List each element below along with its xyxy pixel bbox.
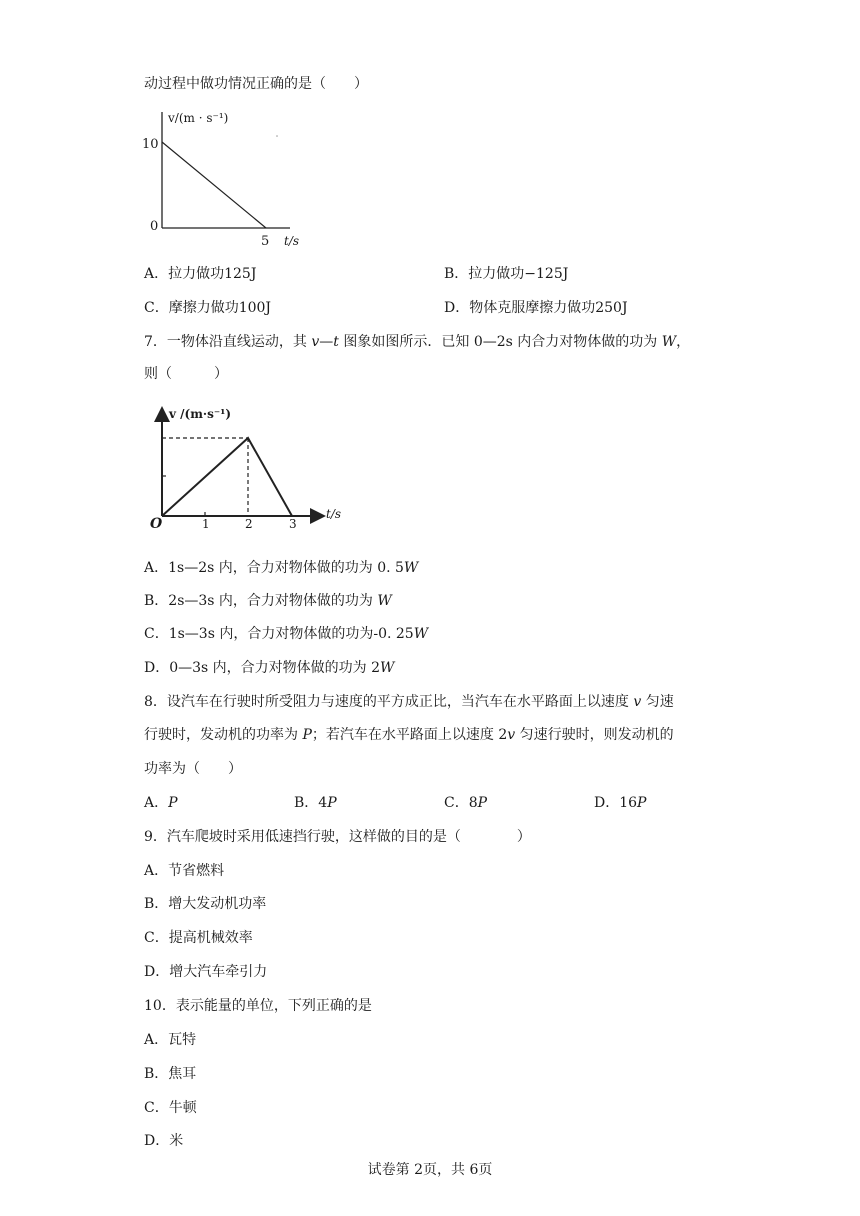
q10-option-b: B．焦耳	[144, 1066, 197, 1082]
q7-option-b: B．2s—3s 内，合力对物体做的功为 W	[144, 593, 392, 609]
q7-velocity-line	[162, 438, 292, 516]
q9-stem: 9．汽车爬坡时采用低速挡行驶，这样做的目的是（ ）	[144, 829, 531, 845]
q8-stem-line1: 8．设汽车在行驶时所受阻力与速度的平方成正比，当汽车在水平路面上以速度 v 匀速	[144, 694, 674, 710]
q7-vt-graph	[150, 404, 360, 534]
q9-option-b: B．增大发动机功率	[144, 896, 267, 912]
q7-origin: O	[150, 516, 163, 532]
q10-option-c: C．牛顿	[144, 1100, 197, 1116]
q7-option-c: C．1s—3s 内，合力对物体做的功为-0. 25W	[144, 626, 429, 642]
q7-option-d: D．0—3s 内，合力对物体做的功为 2W	[144, 660, 395, 676]
q8-stem-line3: 功率为（ ）	[144, 761, 242, 777]
q6-velocity-line	[162, 142, 266, 228]
q9-option-c: C．提高机械效率	[144, 930, 253, 946]
q6-vt-graph	[140, 104, 320, 252]
q6-x-tick-5: 5	[261, 234, 270, 249]
q8-option-c: C．8P	[444, 795, 488, 811]
q7-y-label: v /(m·s⁻¹)	[169, 407, 232, 421]
q7-x-tick-2: 2	[245, 517, 253, 531]
q6-x-label: t/s	[284, 234, 300, 248]
q7-x-tick-3: 3	[289, 517, 297, 531]
q10-option-a: A．瓦特	[144, 1032, 197, 1048]
q6-stem-tail: 动过程中做功情况正确的是（ ）	[144, 76, 368, 92]
q7-stem-line1: 7．一物体沿直线运动，其 v—t 图象如图所示．已知 0—2s 内合力对物体做的功为 W，	[144, 334, 691, 350]
q6-origin: 0	[150, 219, 159, 234]
q10-stem: 10．表示能量的单位，下列正确的是	[144, 998, 372, 1014]
page-footer: 试卷第 2页，共 6页	[367, 1162, 493, 1178]
q8-option-a: A．P	[144, 795, 178, 811]
q7-x-label: t/s	[326, 507, 342, 521]
q7-x-tick-1: 1	[202, 517, 210, 531]
q6-option-a: A．拉力做功125J	[144, 266, 257, 282]
q7-stem-line2: 则（ ）	[144, 366, 228, 382]
q6-option-c: C．摩擦力做功100J	[144, 300, 272, 316]
q10-option-d: D．米	[144, 1133, 184, 1149]
q9-option-d: D．增大汽车牵引力	[144, 964, 268, 980]
scan-speck	[276, 135, 278, 137]
q6-y-tick-10: 10	[142, 137, 159, 152]
q6-option-b: B．拉力做功−125J	[444, 266, 569, 282]
q6-y-label: v/(m · s⁻¹)	[168, 111, 229, 125]
q6-option-d: D．物体克服摩擦力做功250J	[444, 300, 628, 316]
q8-stem-line2: 行驶时，发动机的功率为 P；若汽车在水平路面上以速度 2v 匀速行驶时，则发动机的	[144, 727, 674, 743]
q8-option-d: D．16P	[594, 795, 647, 811]
q7-option-a: A．1s—2s 内，合力对物体做的功为 0. 5W	[144, 560, 419, 576]
q8-option-b: B．4P	[294, 795, 337, 811]
q9-option-a: A．节省燃料	[144, 863, 225, 879]
